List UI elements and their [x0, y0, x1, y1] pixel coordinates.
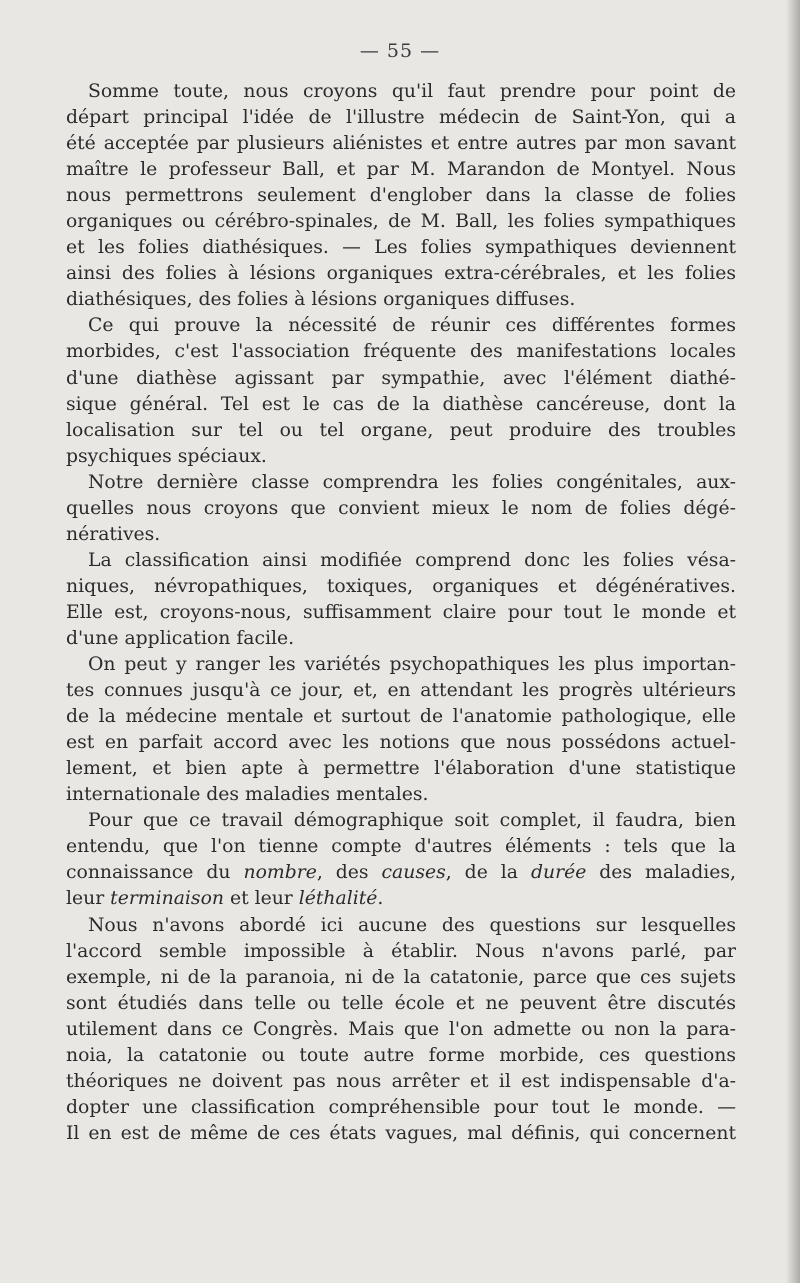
text-line: est en parfait accord avec les notions que nous possédons actuel- — [66, 732, 736, 754]
paragraph-6 — [66, 808, 736, 912]
text-line: lement, et bien apte à permettre l'élaboration d'une statistique — [66, 758, 736, 780]
text-run: . — [377, 888, 384, 910]
text-line: quelles nous croyons que convient mieux le nom de folies dégé- — [66, 497, 736, 519]
text-line: et les folies diathésiques. — Les folies sympathiques deviennent — [66, 237, 736, 259]
text-line: psychiques spéciaux. — [66, 445, 267, 467]
text-line: tes connues jusqu'à ce jour, et, en attendant les progrès ultérieurs — [66, 680, 736, 702]
paragraph-4 — [66, 548, 736, 652]
text-line: Il en est de même de ces états vagues, mal définis, qui concernent — [66, 1122, 736, 1144]
paragraph-2 — [66, 313, 736, 469]
text-run: connaissance du — [66, 862, 244, 884]
text-line: morbides, c'est l'association fréquente des manifestations locales — [66, 341, 736, 363]
text-line: l'accord semble impossible à établir. Nous n'avons parlé, par — [66, 940, 736, 962]
text-line: théoriques ne doivent pas nous arrêter et il est indispensable d'a- — [66, 1070, 736, 1092]
text-line: Elle est, croyons-nous, suffisamment claire pour tout le monde et — [66, 601, 736, 623]
text-line: dopter une classification compréhensible pour tout le monde. — — [66, 1096, 736, 1118]
text-run: leur — [66, 888, 111, 910]
text-line: maître le professeur Ball, et par M. Marandon de Montyel. Nous — [66, 159, 736, 181]
text-line: sont étudiés dans telle ou telle école et ne peuvent être discutés — [66, 992, 736, 1014]
italic-term: causes — [381, 862, 446, 884]
text-run: des maladies, — [586, 862, 737, 884]
text-line: entendu, que l'on tienne compte d'autres éléments : tels que la — [66, 836, 736, 858]
text-line: nératives. — [66, 523, 161, 545]
text-run: , de la — [445, 862, 531, 884]
text-line: de la médecine mentale et surtout de l'anatomie pathologique, elle — [66, 706, 736, 728]
page-number: — 55 — — [359, 40, 441, 62]
italic-term: léthalité — [298, 888, 378, 910]
text-line: sique général. Tel est le cas de la diathèse cancéreuse, dont la — [66, 393, 736, 415]
text-line: ainsi des folies à lésions organiques extra-cérébrales, et les folies — [66, 263, 736, 285]
text-line: utilement dans ce Congrès. Mais que l'on admette ou non la para- — [66, 1018, 736, 1040]
text-line: départ principal l'idée de l'illustre médecin de Saint-Yon, qui a — [66, 107, 736, 129]
text-line: Nous n'avons abordé ici aucune des questions sur lesquelles — [88, 914, 736, 936]
text-line: internationale des maladies mentales. — [66, 784, 429, 806]
text-line: été acceptée par plusieurs aliénistes et entre autres par mon savant — [66, 133, 736, 155]
text-line: La classification ainsi modifiée comprend donc les folies vésa- — [88, 549, 736, 571]
paragraph-1 — [66, 79, 736, 313]
text-line: Somme toute, nous croyons qu'il faut prendre pour point de — [88, 81, 736, 102]
italic-term: durée — [530, 862, 587, 884]
text-run: et leur — [223, 888, 299, 910]
body-text — [66, 79, 736, 1147]
italic-term: nombre — [243, 862, 317, 884]
text-line: noia, la catatonie ou toute autre forme morbide, ces questions — [66, 1044, 736, 1066]
italic-term: terminaison — [110, 888, 224, 910]
text-line: localisation sur tel ou tel organe, peut produire des troubles — [66, 419, 736, 441]
text-line: diathésiques, des folies à lésions organiques diffuses. — [66, 289, 576, 311]
text-line: niques, névropathiques, toxiques, organiques et dégénératives. — [66, 575, 736, 597]
text-line: Pour que ce travail démographique soit complet, il faudra, bien — [88, 810, 736, 832]
text-line: organiques ou cérébro-spinales, de M. Ball, les folies sympathiques — [66, 211, 736, 233]
text-line — [66, 886, 736, 912]
text-line: d'une application facile. — [66, 627, 295, 649]
text-run: , des — [316, 862, 382, 884]
text-line: nous permettrons seulement d'englober dans la classe de folies — [66, 185, 736, 207]
paragraph-5 — [66, 652, 736, 808]
text-line: On peut y ranger les variétés psychopathiques les plus importan- — [88, 654, 736, 676]
text-line: d'une diathèse agissant par sympathie, avec l'élément diathé- — [66, 367, 736, 389]
text-line: Ce qui prouve la nécessité de réunir ces différentes formes — [88, 315, 736, 337]
text-line: exemple, ni de la paranoia, ni de la catatonie, parce que ces sujets — [66, 966, 736, 988]
text-line — [66, 860, 736, 886]
paragraph-7 — [66, 913, 736, 1147]
paragraph-3 — [66, 470, 736, 548]
text-line: Notre dernière classe comprendra les folies congénitales, aux- — [88, 471, 736, 493]
